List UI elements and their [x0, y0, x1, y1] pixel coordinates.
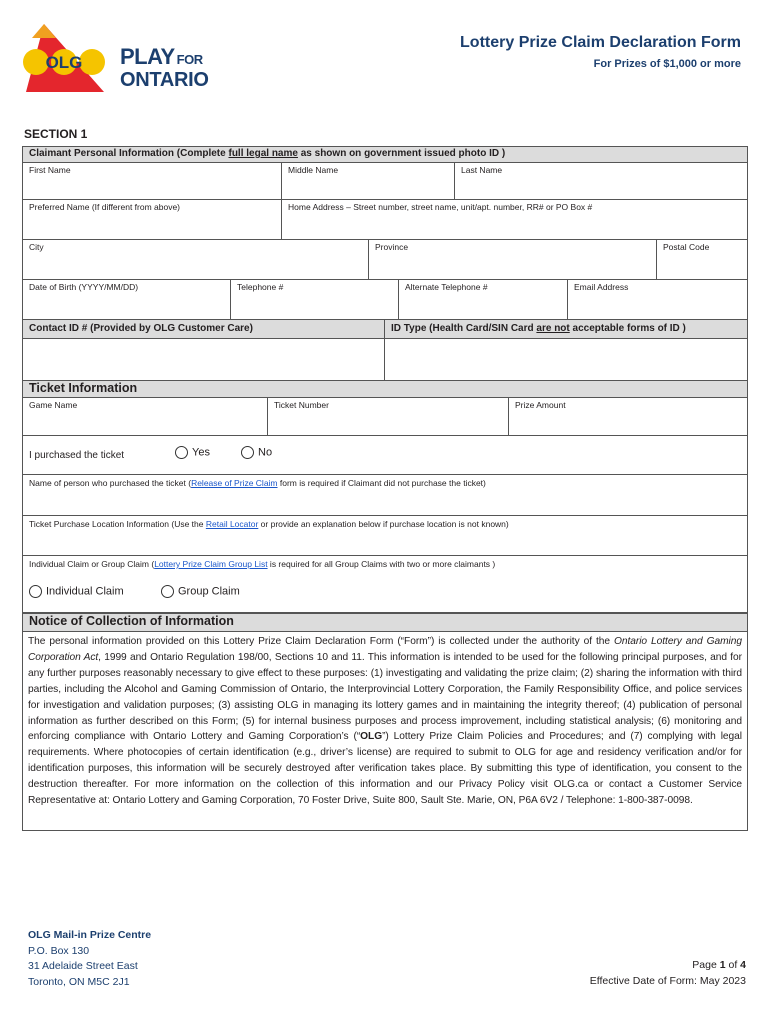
- page-word: Page: [692, 959, 720, 971]
- mail-in-address: [28, 928, 151, 990]
- purchased-yes-option[interactable]: [175, 446, 210, 459]
- page-info: [590, 958, 746, 989]
- page-total: 4: [740, 959, 746, 971]
- dob-field[interactable]: [23, 280, 231, 319]
- game-name-label: Game Name: [29, 400, 78, 410]
- email-field[interactable]: [568, 280, 747, 319]
- individual-claim-radio[interactable]: [29, 585, 42, 598]
- city-field[interactable]: [23, 240, 369, 279]
- group-label-pre: Individual Claim or Group Claim (: [29, 559, 155, 569]
- contact-id-field[interactable]: [23, 320, 385, 380]
- ticket-number-field[interactable]: [268, 398, 509, 435]
- telephone-field[interactable]: [231, 280, 399, 319]
- middle-name-field[interactable]: [282, 163, 455, 199]
- notice-section: [22, 613, 748, 831]
- ticket-row: [23, 398, 747, 436]
- group-claim-label: Group Claim: [178, 585, 240, 598]
- purchased-no-option[interactable]: [241, 446, 272, 459]
- ticket-heading: Ticket Information: [23, 381, 747, 398]
- form-subtitle: For Prizes of $1,000 or more: [593, 58, 741, 70]
- purchased-question: I purchased the ticket: [29, 450, 125, 461]
- footer-city: Toronto, ON M5C 2J1: [28, 975, 130, 988]
- location-row[interactable]: [23, 516, 747, 556]
- group-list-link[interactable]: Lottery Prize Claim Group List: [154, 559, 268, 569]
- alt-telephone-label: Alternate Telephone #: [405, 282, 488, 292]
- game-name-field[interactable]: [23, 398, 268, 435]
- yes-radio[interactable]: [175, 446, 188, 459]
- claim-type-row: [23, 556, 747, 614]
- purchaser-row[interactable]: [23, 475, 747, 516]
- preferred-name-field[interactable]: [23, 200, 282, 239]
- olg-logo-text: OLG: [45, 53, 83, 72]
- page-of: of: [725, 959, 741, 971]
- play-for-ontario-wordmark: [120, 44, 209, 91]
- brand-play: PLAY: [120, 44, 175, 69]
- footer-po-box: P.O. Box 130: [28, 944, 90, 957]
- brand-for: FOR: [176, 52, 203, 67]
- postal-code-field[interactable]: [657, 240, 747, 279]
- province-field[interactable]: [369, 240, 657, 279]
- notice-olg: OLG: [360, 731, 383, 743]
- notice-act-name: Ontario Lottery and Gaming Corporation Act: [28, 636, 742, 663]
- group-claim-radio[interactable]: [161, 585, 174, 598]
- claimant-heading-post: as shown on government issued photo ID ): [297, 148, 506, 159]
- alt-telephone-field[interactable]: [399, 280, 568, 319]
- notice-heading: Notice of Collection of Information: [23, 614, 747, 632]
- home-address-field[interactable]: [282, 200, 747, 239]
- middle-name-label: Middle Name: [288, 165, 339, 175]
- claimant-heading: [23, 147, 747, 163]
- yes-label: Yes: [192, 446, 210, 459]
- id-type-label-ul: are not: [536, 323, 570, 334]
- first-name-field[interactable]: [23, 163, 282, 199]
- location-label-pre: Ticket Purchase Location Information (Use the: [29, 519, 206, 529]
- home-address-label: Home Address – Street number, street name, unit/apt. number, RR# or PO Box #: [288, 202, 593, 212]
- contact-row: [23, 280, 747, 320]
- location-label-post: or provide an explanation below if purchase location is not known): [258, 519, 509, 529]
- purchaser-label-post: form is required if Claimant did not purchase the ticket): [277, 478, 486, 488]
- form-title: Lottery Prize Claim Declaration Form: [460, 34, 741, 51]
- page-number: [590, 958, 746, 974]
- notice-p3: ”) Lottery Prize Claim Policies and Procedures; and (7) complying with legal requirements. Where photocopies of certain identification (e.g., driver’s license) are required to submit to OLG for age and residency verification and/or for identification purposes, this information will be securely destroyed after verification takes place. By submitting this type of identification, you consent to the destruction thereafter. For more information on the collection of this information and our Privacy Policy visit OLG.ca or contact a Customer Service Representative at: Ontario Lottery and Gaming Corporation, 70 Foster Drive, Suite 800, Sault Ste. Marie, ON, P6A 6V2 / Telephone: 1-800-387-0098.: [28, 731, 742, 807]
- id-row: [23, 320, 747, 381]
- postal-code-label: Postal Code: [663, 242, 710, 252]
- city-label: City: [29, 242, 44, 252]
- claimant-form: [22, 146, 748, 613]
- id-type-label-pre: ID Type (Health Card/SIN Card: [391, 323, 537, 334]
- address-row: [23, 200, 747, 240]
- claimant-heading-pre: Claimant Personal Information (Complete: [29, 148, 229, 159]
- footer-street: 31 Adelaide Street East: [28, 960, 138, 973]
- email-label: Email Address: [574, 282, 629, 292]
- prize-amount-field[interactable]: [509, 398, 747, 435]
- release-of-prize-claim-link[interactable]: Release of Prize Claim: [191, 478, 278, 488]
- contact-id-label: Contact ID # (Provided by OLG Customer Care): [29, 323, 253, 334]
- retail-locator-link[interactable]: Retail Locator: [205, 519, 259, 529]
- notice-p2: , 1999 and Ontario Regulation 198/00, Sections 10 and 11. This information is intended to be used for the following principal purposes, and for any further purposes reasonably necessary to give effect to these purposes: (1) investigating and validating the prize claim; (2) sharing the information with third parties, including the Alcohol and Gaming Commission of Ontario, the Interprovincial Lottery Corporation, the Family Responsibility Office, and police services for investigation and validation purposes; (3) assisting OLG in managing its lottery games and in maintaining the integrity thereof; (4) publication of personal information as further described on this Form; (5) for internal business purposes and process improvement, including statistical analysis; (6) monitoring and enforcing compliance with Ontario Lottery and Gaming Corporation’s (“: [28, 651, 743, 743]
- no-radio[interactable]: [241, 446, 254, 459]
- notice-p1: The personal information provided on this Lottery Prize Claim Declaration Form (“Form”) is collected under the authority of the: [28, 636, 614, 647]
- preferred-name-label: Preferred Name (If different from above): [29, 202, 181, 212]
- last-name-label: Last Name: [461, 165, 503, 175]
- purchased-row: [23, 436, 747, 475]
- first-name-label: First Name: [29, 165, 71, 175]
- group-claim-option[interactable]: [161, 585, 240, 598]
- telephone-label: Telephone #: [237, 282, 284, 292]
- id-type-field[interactable]: [385, 320, 747, 380]
- no-label: No: [258, 446, 273, 459]
- page-current: 1: [719, 959, 726, 971]
- section-1-label: SECTION 1: [24, 127, 88, 141]
- effective-date: Effective Date of Form: May 2023: [589, 974, 746, 987]
- ticket-number-label: Ticket Number: [274, 400, 329, 410]
- name-row: [23, 163, 747, 200]
- claimant-heading-underlined: full legal name: [228, 148, 298, 159]
- id-type-label-post: acceptable forms of ID ): [569, 323, 686, 334]
- footer-centre: OLG Mail-in Prize Centre: [28, 929, 152, 941]
- dob-label: Date of Birth (YYYY/MM/DD): [29, 282, 139, 292]
- notice-body: [23, 632, 747, 811]
- last-name-field[interactable]: [455, 163, 747, 199]
- olg-logo: [22, 22, 112, 94]
- brand-ontario: ONTARIO: [120, 69, 209, 91]
- purchaser-label-pre: Name of person who purchased the ticket (: [29, 478, 192, 488]
- individual-claim-label: Individual Claim: [46, 585, 124, 598]
- prize-amount-label: Prize Amount: [515, 400, 566, 410]
- group-label-post: is required for all Group Claims with two or more claimants ): [267, 559, 496, 569]
- city-row: [23, 240, 747, 280]
- province-label: Province: [375, 242, 409, 252]
- individual-claim-option[interactable]: [29, 585, 124, 598]
